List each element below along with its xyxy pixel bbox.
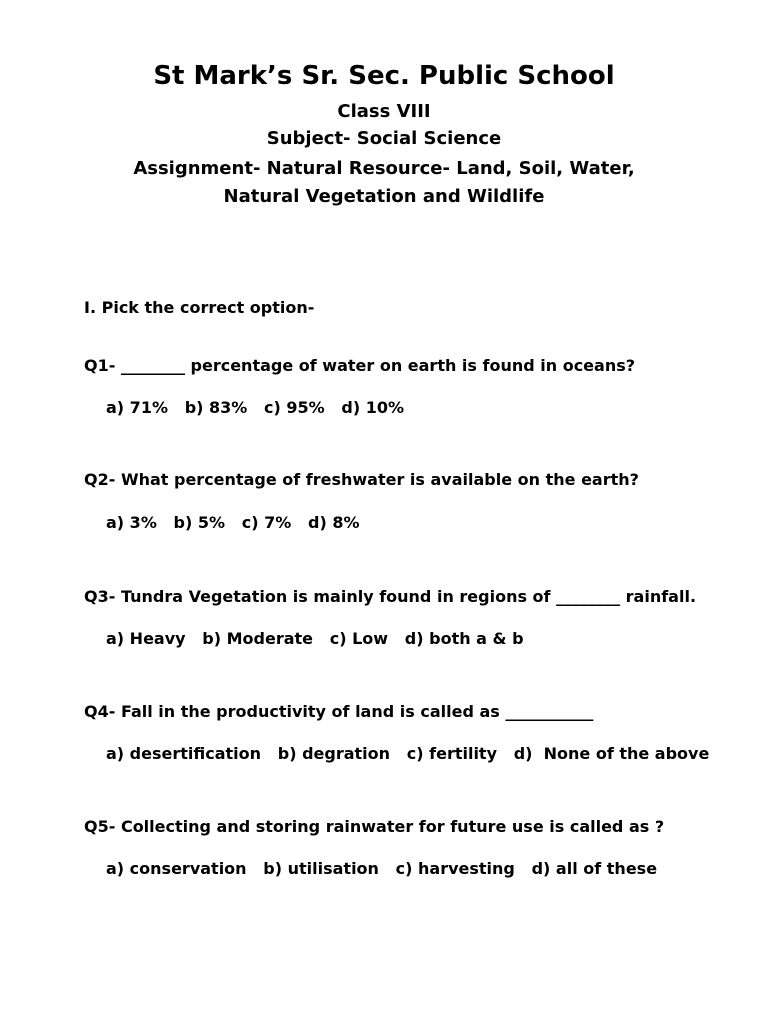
school-name: St Mark’s Sr. Sec. Public School <box>153 61 615 91</box>
question-1: Q1- ________ percentage of water on earth is found in oceans? <box>84 356 636 375</box>
question-3-options: a) Heavy b) Moderate c) Low d) both a & b <box>106 629 524 648</box>
question-2-options: a) 3% b) 5% c) 7% d) 8% <box>106 513 360 532</box>
question-3: Q3- Tundra Vegetation is mainly found in regions of ________ rainfall. <box>84 587 697 606</box>
question-1-options: a) 71% b) 83% c) 95% d) 10% <box>106 398 405 417</box>
subject-label: Subject- Social Science <box>266 128 502 149</box>
question-4: Q4- Fall in the productivity of land is called as ___________ <box>84 702 594 721</box>
class-label: Class VIII <box>337 101 431 122</box>
question-4-options: a) desertification b) degration c) fertility d) None of the above <box>106 744 710 763</box>
question-5-options: a) conservation b) utilisation c) harvesting d) all of these <box>106 859 658 878</box>
section-heading: I. Pick the correct option- <box>84 298 315 317</box>
question-5: Q5- Collecting and storing rainwater for future use is called as ? <box>84 817 665 836</box>
question-2: Q2- What percentage of freshwater is available on the earth? <box>84 470 639 489</box>
assignment-title: Assignment- Natural Resource- Land, Soil, Water, Natural Vegetation and Wildlife <box>133 158 635 207</box>
